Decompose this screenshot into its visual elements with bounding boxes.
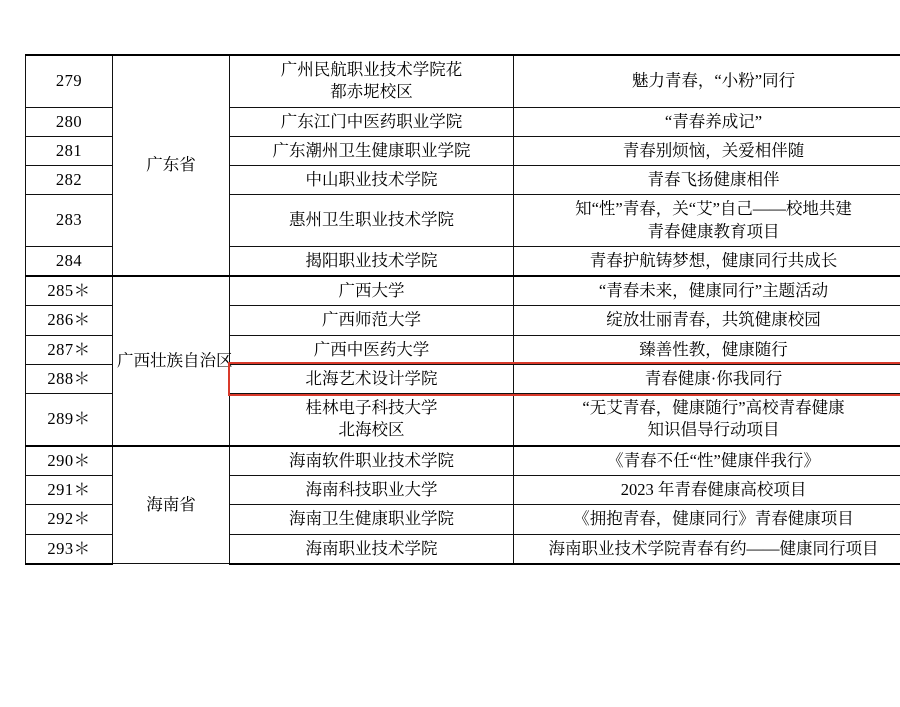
- row-project: 青春飞扬健康相伴: [514, 166, 900, 195]
- row-school: [230, 394, 514, 446]
- row-number: 286＊: [26, 306, 113, 335]
- row-number: 284: [26, 246, 113, 276]
- row-school: 海南软件职业技术学院: [230, 446, 514, 476]
- project-table-container: [25, 54, 877, 565]
- row-number: 290＊: [26, 446, 113, 476]
- project-table-body: [26, 55, 900, 564]
- row-number: 287＊: [26, 335, 113, 364]
- row-number: 285＊: [26, 276, 113, 306]
- row-number: 289＊: [26, 394, 113, 446]
- row-number: 280: [26, 107, 113, 136]
- row-project-line: 知“性”青春，关“艾”自己——校地共建: [575, 199, 852, 219]
- row-project-line: “无艾青春，健康随行”高校青春健康: [582, 398, 845, 418]
- table-row: [26, 55, 900, 107]
- table-row: [26, 446, 900, 476]
- row-project: [514, 394, 900, 446]
- row-project-line: 青春健康教育项目: [647, 221, 780, 241]
- row-project: “青春未来，健康同行”主题活动: [514, 276, 900, 306]
- row-number: 291＊: [26, 475, 113, 504]
- row-number: 292＊: [26, 505, 113, 534]
- row-project: 青春护航铸梦想，健康同行共成长: [514, 246, 900, 276]
- row-school: 揭阳职业技术学院: [230, 246, 514, 276]
- row-school: 北海艺术设计学院: [230, 364, 514, 393]
- row-school: 广西师范大学: [230, 306, 514, 335]
- row-school-line: 北海校区: [338, 420, 405, 440]
- row-number: 293＊: [26, 534, 113, 564]
- row-school: [230, 55, 514, 107]
- row-project: 魅力青春，“小粉”同行: [514, 55, 900, 107]
- row-project: 2023 年青春健康高校项目: [514, 475, 900, 504]
- row-region: 海南省: [113, 446, 230, 564]
- row-project-line: 知识倡导行动项目: [647, 420, 780, 440]
- row-project: 海南职业技术学院青春有约——健康同行项目: [514, 534, 900, 564]
- row-project: [514, 195, 900, 247]
- row-project: 臻善性教，健康随行: [514, 335, 900, 364]
- row-number: 288＊: [26, 364, 113, 393]
- row-school: 广西大学: [230, 276, 514, 306]
- row-school: 广东潮州卫生健康职业学院: [230, 136, 514, 165]
- row-project: 《拥抱青春，健康同行》青春健康项目: [514, 505, 900, 534]
- row-school: 海南卫生健康职业学院: [230, 505, 514, 534]
- row-number: 283: [26, 195, 113, 247]
- row-school: 中山职业技术学院: [230, 166, 514, 195]
- project-table: [25, 54, 900, 565]
- row-region: 广东省: [113, 55, 230, 276]
- row-school: 广西中医药大学: [230, 335, 514, 364]
- row-number: 281: [26, 136, 113, 165]
- row-school: 海南科技职业大学: [230, 475, 514, 504]
- row-school: 惠州卫生职业技术学院: [230, 195, 514, 247]
- row-project: 青春别烦恼，关爱相伴随: [514, 136, 900, 165]
- row-school: 海南职业技术学院: [230, 534, 514, 564]
- row-project: 绽放壮丽青春，共筑健康校园: [514, 306, 900, 335]
- row-region: 广西壮族自治区: [113, 276, 230, 446]
- row-number: 279: [26, 55, 113, 107]
- row-school-line: 广州民航职业技术学院花: [280, 60, 463, 79]
- row-number: 282: [26, 166, 113, 195]
- table-row: [26, 276, 900, 306]
- row-project: “青春养成记”: [514, 107, 900, 136]
- row-school-line: 都赤坭校区: [330, 82, 413, 102]
- row-project: 青春健康·你我同行: [514, 364, 900, 393]
- row-school-line: 桂林电子科技大学: [305, 398, 438, 418]
- row-project: 《青春不任“性”健康伴我行》: [514, 446, 900, 476]
- row-school: 广东江门中医药职业学院: [230, 107, 514, 136]
